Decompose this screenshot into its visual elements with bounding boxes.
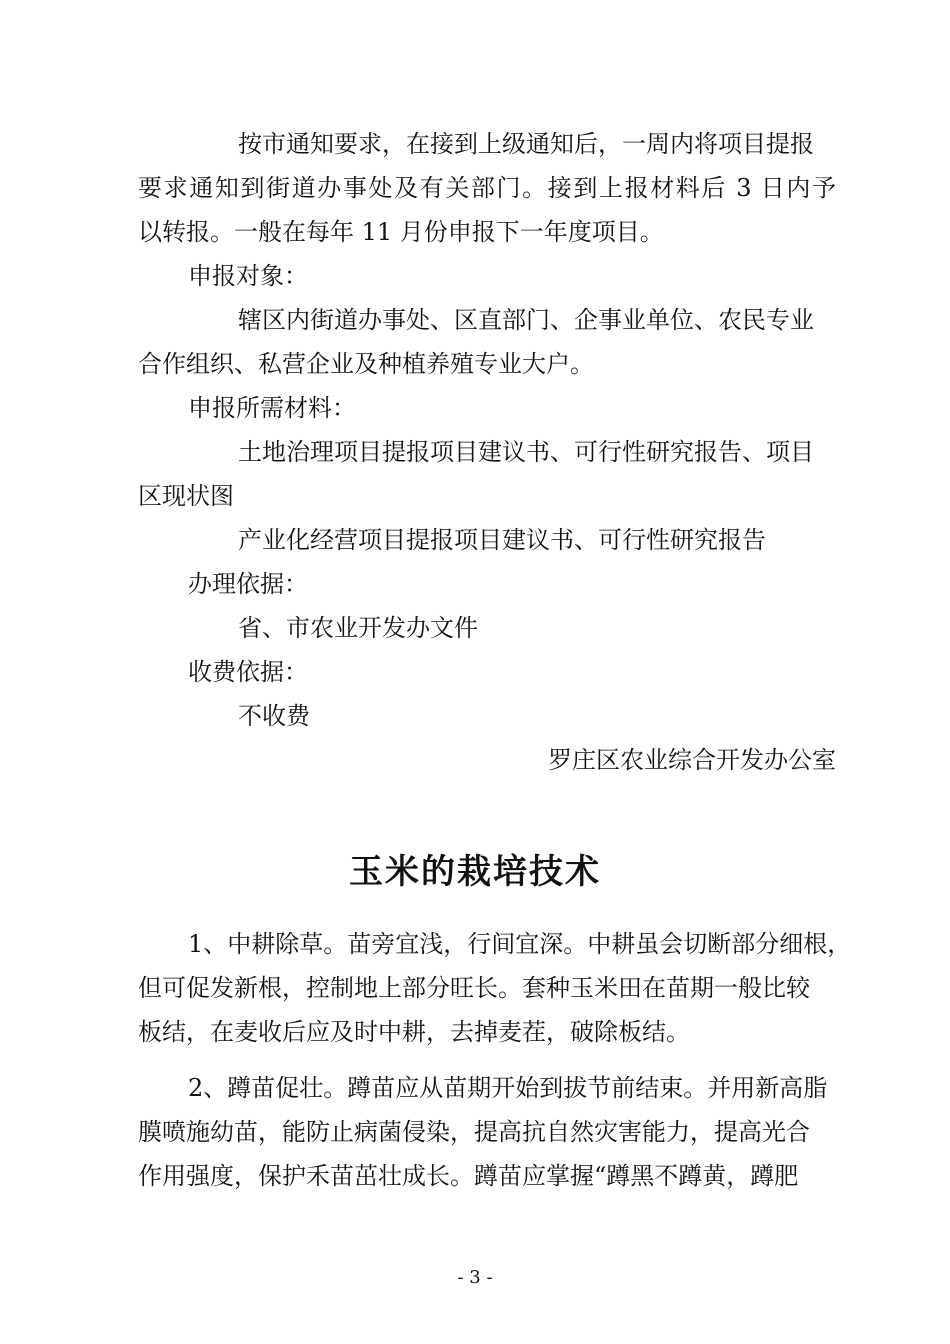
section-heading: 收费依据： — [188, 658, 308, 686]
paragraph-line: 合作组织、私营企业及种植养殖专业大户。 — [138, 350, 594, 378]
signature: 罗庄区农业综合开发办公室 — [548, 746, 836, 774]
paragraph-line: 区现状图 — [138, 482, 234, 510]
paragraph-line: 省、市农业开发办文件 — [238, 614, 478, 642]
section-heading: 申报所需材料： — [188, 394, 356, 422]
paragraph-line: 要求通知到街道办事处及有关部门。接到上报材料后 3 日内予 — [138, 174, 836, 202]
paragraph-line: 辖区内街道办事处、区直部门、企事业单位、农民专业 — [238, 306, 814, 334]
paragraph-line: 作用强度，保护禾苗茁壮成长。蹲苗应掌握“蹲黑不蹲黄，蹲肥 — [138, 1162, 799, 1190]
section-heading: 办理依据： — [188, 570, 308, 598]
page-title: 玉米的栽培技术 — [349, 852, 601, 892]
page-number: - 3 - — [457, 1267, 493, 1288]
paragraph-line: 以转报。一般在每年 11 月份申报下一年度项目。 — [138, 218, 664, 246]
paragraph-line: 土地治理项目提报项目建议书、可行性研究报告、项目 — [238, 438, 814, 466]
paragraph-line: 按市通知要求，在接到上级通知后，一周内将项目提报 — [238, 130, 814, 158]
paragraph-line: 1、中耕除草。苗旁宜浅，行间宜深。中耕虽会切断部分细根， — [188, 930, 852, 958]
paragraph-line: 但可促发新根，控制地上部分旺长。套种玉米田在苗期一般比较 — [138, 974, 810, 1002]
paragraph-line: 2、蹲苗促壮。蹲苗应从苗期开始到拔节前结束。并用新高脂 — [188, 1074, 828, 1102]
paragraph-line: 不收费 — [238, 702, 310, 730]
paragraph-line: 产业化经营项目提报项目建议书、可行性研究报告 — [238, 526, 766, 554]
section-heading: 申报对象： — [188, 262, 308, 290]
paragraph-line: 膜喷施幼苗，能防止病菌侵染，提高抗自然灾害能力，提高光合 — [138, 1118, 810, 1146]
paragraph-line: 板结，在麦收后应及时中耕，去掉麦茬，破除板结。 — [138, 1018, 690, 1046]
